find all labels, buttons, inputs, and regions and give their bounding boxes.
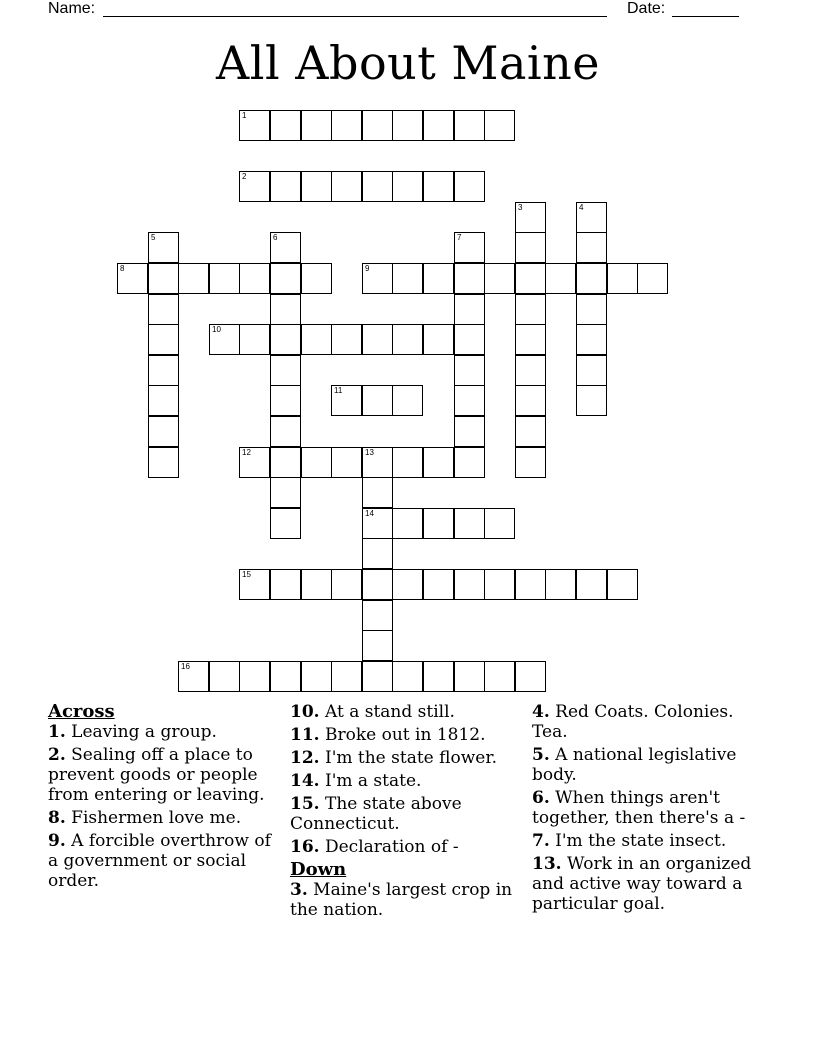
grid-cell[interactable] [484, 263, 515, 294]
grid-cell[interactable] [270, 416, 301, 447]
grid-cell[interactable] [392, 508, 423, 539]
grid-cell[interactable] [270, 110, 301, 141]
grid-cell[interactable] [270, 477, 301, 508]
clue-down-5: 5. A national legislative body. [532, 745, 737, 785]
grid-cell[interactable] [515, 416, 546, 447]
grid-cell[interactable] [576, 232, 607, 263]
grid-cell[interactable] [270, 171, 301, 202]
grid-cell[interactable] [270, 569, 301, 600]
clues-column-3 [532, 702, 772, 917]
grid-cell[interactable] [392, 569, 423, 600]
grid-cell[interactable] [607, 569, 638, 600]
grid-cell[interactable] [515, 263, 546, 294]
grid-cell[interactable] [454, 569, 485, 600]
clue-number: 9 [365, 264, 370, 273]
grid-cell[interactable] [362, 630, 393, 661]
grid-cell[interactable] [362, 569, 393, 600]
grid-cell[interactable] [423, 661, 454, 692]
clue-number: 15 [242, 570, 251, 579]
clue-number: 4 [579, 203, 584, 212]
clues-column-1 [48, 702, 274, 894]
grid-cell[interactable] [362, 508, 393, 539]
down-heading: Down [290, 859, 347, 880]
grid-cell[interactable] [178, 263, 209, 294]
clue-number: 6 [273, 233, 278, 242]
grid-cell[interactable] [454, 324, 485, 355]
grid-cell[interactable] [515, 324, 546, 355]
grid-cell[interactable] [178, 661, 209, 692]
grid-cell[interactable] [454, 355, 485, 386]
clue-down-3: 3. Maine's largest crop in the nation. [290, 880, 513, 920]
grid-cell[interactable] [392, 447, 423, 478]
grid-cell[interactable] [362, 171, 393, 202]
clue-number: 8 [120, 264, 125, 273]
grid-cell[interactable] [301, 447, 332, 478]
grid-cell[interactable] [576, 294, 607, 325]
grid-cell[interactable] [301, 263, 332, 294]
grid-cell[interactable] [148, 232, 179, 263]
clue-number: 3 [518, 203, 523, 212]
grid-cell[interactable] [484, 110, 515, 141]
grid-cell[interactable] [239, 661, 270, 692]
grid-cell[interactable] [454, 416, 485, 447]
grid-cell[interactable] [239, 171, 270, 202]
grid-cell[interactable] [239, 447, 270, 478]
grid-cell[interactable] [392, 110, 423, 141]
grid-cell[interactable] [239, 110, 270, 141]
name-label: Name: [48, 0, 96, 17]
grid-cell[interactable] [209, 263, 240, 294]
grid-cell[interactable] [301, 569, 332, 600]
grid-cell[interactable] [270, 324, 301, 355]
grid-cell[interactable] [331, 569, 362, 600]
clue-across-12: 12. I'm the state flower. [290, 748, 497, 768]
grid-cell[interactable] [576, 569, 607, 600]
grid-cell[interactable] [392, 661, 423, 692]
grid-cell[interactable] [270, 447, 301, 478]
grid-cell[interactable] [209, 661, 240, 692]
grid-cell[interactable] [454, 171, 485, 202]
grid-cell[interactable] [423, 447, 454, 478]
grid-cell[interactable] [454, 294, 485, 325]
clue-number: 13 [365, 448, 374, 457]
grid-cell[interactable] [515, 232, 546, 263]
grid-cell[interactable] [515, 355, 546, 386]
clue-number: 2 [242, 172, 247, 181]
grid-cell[interactable] [515, 569, 546, 600]
grid-cell[interactable] [545, 263, 576, 294]
grid-cell[interactable] [362, 447, 393, 478]
grid-cell[interactable] [637, 263, 668, 294]
grid-cell[interactable] [362, 110, 393, 141]
grid-cell[interactable] [239, 324, 270, 355]
grid-cell[interactable] [484, 508, 515, 539]
across-heading: Across [48, 701, 115, 722]
clue-across-8: 8. Fishermen love me. [48, 808, 242, 828]
grid-cell[interactable] [331, 171, 362, 202]
clue-number: 7 [457, 233, 462, 242]
clue-across-9: 9. A forcible overthrow of a government or social order. [48, 831, 271, 891]
grid-cell[interactable] [117, 263, 148, 294]
grid-cell[interactable] [362, 477, 393, 508]
grid-cell[interactable] [454, 661, 485, 692]
grid-cell[interactable] [515, 661, 546, 692]
grid-cell[interactable] [239, 569, 270, 600]
grid-cell[interactable] [148, 263, 179, 294]
grid-cell[interactable] [209, 324, 240, 355]
grid-cell[interactable] [270, 355, 301, 386]
grid-cell[interactable] [423, 569, 454, 600]
clue-number: 5 [151, 233, 156, 242]
clue-number: 14 [365, 509, 374, 518]
grid-cell[interactable] [454, 508, 485, 539]
clue-across-11: 11. Broke out in 1812. [290, 725, 486, 745]
grid-cell[interactable] [362, 324, 393, 355]
clue-across-10: 10. At a stand still. [290, 702, 455, 722]
grid-cell[interactable] [392, 324, 423, 355]
grid-cell[interactable] [148, 447, 179, 478]
clue-across-15: 15. The state above Connecticut. [290, 794, 462, 834]
clue-number: 11 [334, 386, 343, 395]
clue-down-4: 4. Red Coats. Colonies. Tea. [532, 702, 734, 742]
clue-down-13: 13. Work in an organized and active way toward a particular goal. [532, 854, 752, 914]
clue-number: 1 [242, 111, 247, 120]
clues-column-2 [290, 702, 516, 923]
grid-cell[interactable] [362, 661, 393, 692]
grid-cell[interactable] [148, 355, 179, 386]
grid-cell[interactable] [576, 385, 607, 416]
grid-cell[interactable] [576, 355, 607, 386]
grid-cell[interactable] [362, 263, 393, 294]
grid-cell[interactable] [301, 171, 332, 202]
clue-across-2: 2. Sealing off a place to prevent goods or people from entering or leaving. [48, 745, 265, 805]
grid-cell[interactable] [484, 661, 515, 692]
grid-cell[interactable] [545, 569, 576, 600]
grid-cell[interactable] [423, 324, 454, 355]
grid-cell[interactable] [270, 385, 301, 416]
grid-cell[interactable] [239, 263, 270, 294]
grid-cell[interactable] [454, 110, 485, 141]
grid-cell[interactable] [607, 263, 638, 294]
grid-cell[interactable] [270, 263, 301, 294]
grid-cell[interactable] [148, 416, 179, 447]
grid-cell[interactable] [423, 263, 454, 294]
grid-cell[interactable] [270, 508, 301, 539]
grid-cell[interactable] [331, 661, 362, 692]
grid-cell[interactable] [301, 110, 332, 141]
puzzle-title: All About Maine [216, 36, 600, 90]
grid-cell[interactable] [515, 294, 546, 325]
grid-cell[interactable] [423, 110, 454, 141]
grid-cell[interactable] [576, 202, 607, 233]
clue-down-7: 7. I'm the state insect. [532, 831, 727, 851]
date-label: Date: [627, 0, 666, 17]
clue-down-6: 6. When things aren't together, then there's a - [532, 788, 746, 828]
grid-cell[interactable] [362, 600, 393, 631]
grid-cell[interactable] [515, 385, 546, 416]
clue-number: 12 [242, 448, 251, 457]
grid-cell[interactable] [454, 385, 485, 416]
grid-cell[interactable] [454, 232, 485, 263]
grid-cell[interactable] [270, 294, 301, 325]
grid-cell[interactable] [362, 538, 393, 569]
grid-cell[interactable] [148, 324, 179, 355]
grid-cell[interactable] [576, 324, 607, 355]
grid-cell[interactable] [331, 324, 362, 355]
clue-across-14: 14. I'm a state. [290, 771, 422, 791]
grid-cell[interactable] [454, 447, 485, 478]
grid-cell[interactable] [301, 324, 332, 355]
grid-cell[interactable] [301, 661, 332, 692]
grid-cell[interactable] [423, 508, 454, 539]
grid-cell[interactable] [515, 447, 546, 478]
grid-cell[interactable] [331, 447, 362, 478]
grid-cell[interactable] [576, 263, 607, 294]
clue-number: 16 [181, 662, 190, 671]
grid-cell[interactable] [148, 385, 179, 416]
grid-cell[interactable] [331, 385, 362, 416]
grid-cell[interactable] [515, 202, 546, 233]
grid-cell[interactable] [270, 232, 301, 263]
grid-cell[interactable] [148, 294, 179, 325]
grid-cell[interactable] [331, 110, 362, 141]
grid-cell[interactable] [362, 385, 393, 416]
grid-cell[interactable] [270, 661, 301, 692]
grid-cell[interactable] [454, 263, 485, 294]
clue-across-1: 1. Leaving a group. [48, 722, 217, 742]
grid-cell[interactable] [484, 569, 515, 600]
grid-cell[interactable] [423, 171, 454, 202]
grid-cell[interactable] [392, 385, 423, 416]
clue-number: 10 [212, 325, 221, 334]
grid-cell[interactable] [392, 171, 423, 202]
clue-across-16: 16. Declaration of - [290, 837, 459, 857]
grid-cell[interactable] [392, 263, 423, 294]
